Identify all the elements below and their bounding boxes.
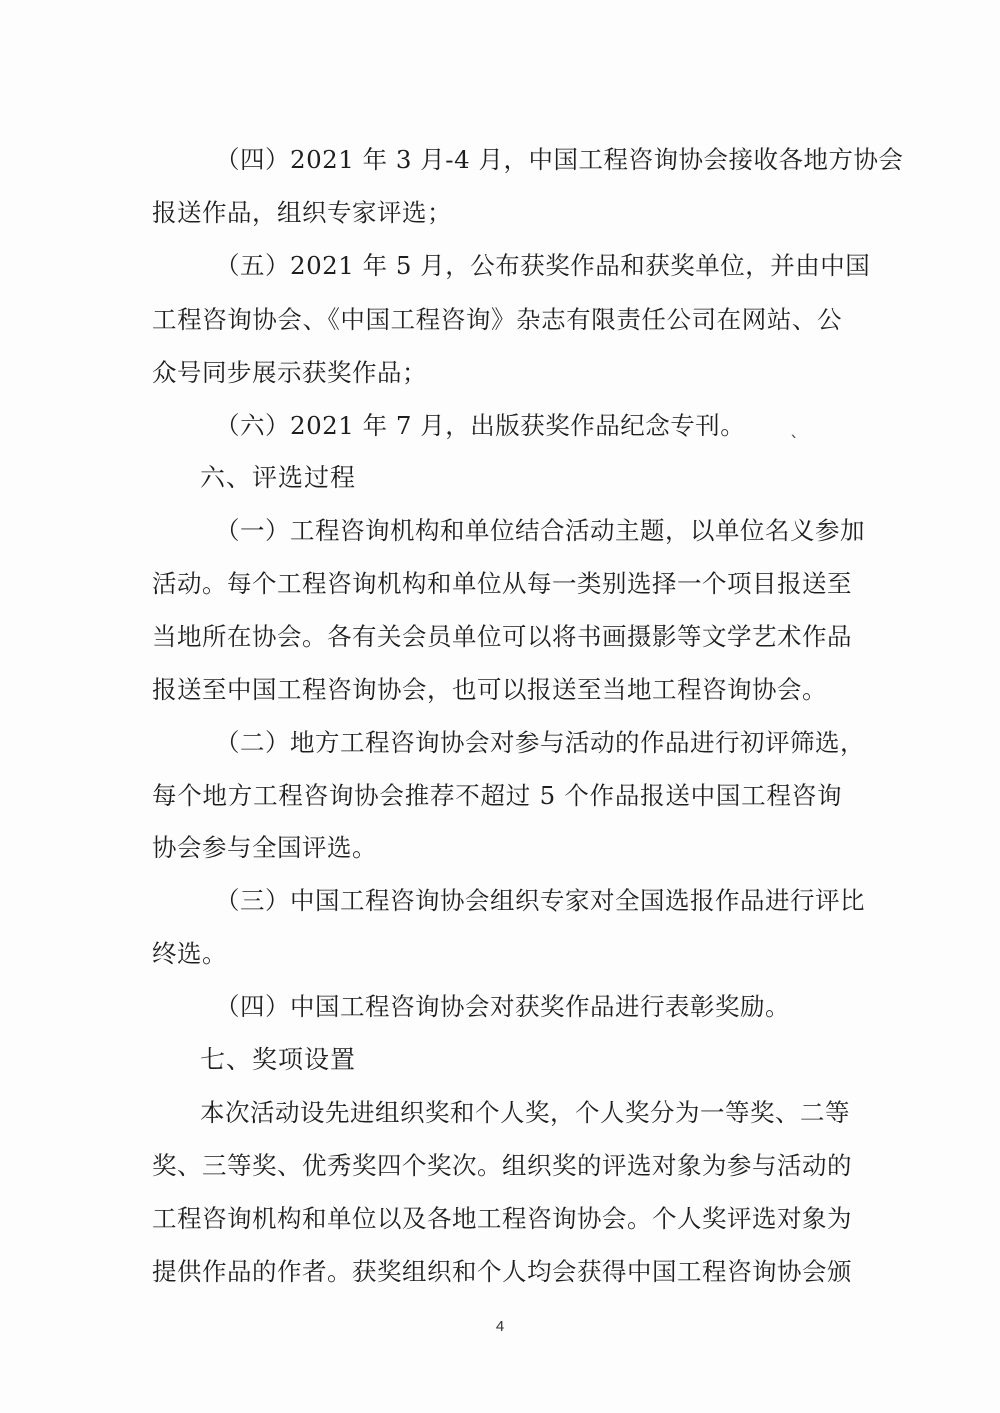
section-heading: 六、评选过程 xyxy=(200,463,357,492)
paragraph-line: （四）中国工程咨询协会对获奖作品进行表彰奖励。 xyxy=(215,992,790,1021)
paragraph-line: （五）2021 年 5 月，公布获奖作品和获奖单位，并由中国 xyxy=(215,251,871,280)
paragraph-line: 协会参与全国评选。 xyxy=(152,833,377,862)
paragraph-line: 终选。 xyxy=(152,939,227,968)
paragraph-line: 众号同步展示获奖作品； xyxy=(152,358,427,387)
paragraph-line: （三）中国工程咨询协会组织专家对全国选报作品进行评比 xyxy=(215,886,865,915)
paragraph-line: 提供作品的作者。获奖组织和个人均会获得中国工程咨询协会颁 xyxy=(152,1257,852,1286)
section-heading: 七、奖项设置 xyxy=(200,1045,357,1074)
paragraph-line: 奖、三等奖、优秀奖四个奖次。组织奖的评选对象为参与活动的 xyxy=(152,1151,852,1180)
paragraph-line: 每个地方工程咨询协会推荐不超过 5 个作品报送中国工程咨询 xyxy=(152,781,842,810)
page-number: 4 xyxy=(495,1318,505,1335)
paragraph-line: 当地所在协会。各有关会员单位可以将书画摄影等文学艺术作品 xyxy=(152,622,852,651)
scan-speck: ˎ xyxy=(790,418,799,439)
paragraph-line: （四）2021 年 3 月-4 月，中国工程咨询协会接收各地方协会 xyxy=(215,145,904,174)
paragraph-line: （二）地方工程咨询协会对参与活动的作品进行初评筛选， xyxy=(215,728,865,757)
paragraph-line: 工程咨询机构和单位以及各地工程咨询协会。个人奖评选对象为 xyxy=(152,1204,852,1233)
paragraph-line: （六）2021 年 7 月，出版获奖作品纪念专刊。 xyxy=(215,411,746,440)
paragraph-line: 活动。每个工程咨询机构和单位从每一类别选择一个项目报送至 xyxy=(152,569,852,598)
paragraph-line: （一）工程咨询机构和单位结合活动主题，以单位名义参加 xyxy=(215,516,865,545)
paragraph-line: 报送至中国工程咨询协会，也可以报送至当地工程咨询协会。 xyxy=(152,675,827,704)
paragraph-line: 本次活动设先进组织奖和个人奖，个人奖分为一等奖、二等 xyxy=(200,1098,850,1127)
paragraph-line: 报送作品，组织专家评选； xyxy=(152,198,452,227)
paragraph-line: 工程咨询协会、《中国工程咨询》杂志有限责任公司在网站、公 xyxy=(152,305,842,334)
